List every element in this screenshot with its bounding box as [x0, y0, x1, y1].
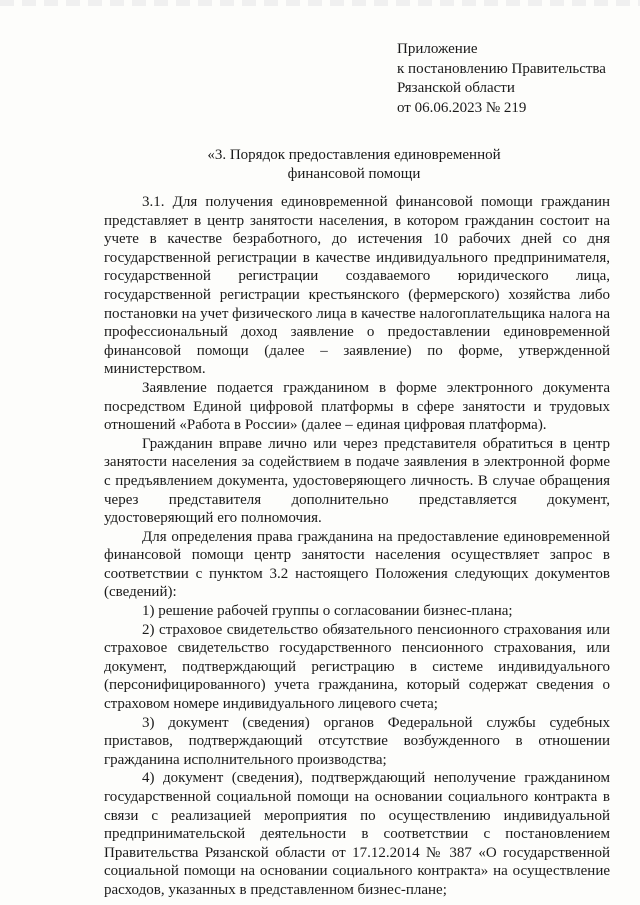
appendix-line-2: к постановлению Правительства [397, 60, 606, 77]
section-title-line-2: финансовой помощи [287, 166, 421, 182]
paragraph-documents-request: Для определения права гражданина на предоставление единовременной финансовой помощи центр занятости населения осуществляет запрос в соответствии с пунктом 3.2 настоящего Положения следующих документов (сведений): [104, 528, 610, 601]
list-item-4: 4) документ (сведения), подтверждающий неполучение гражданином государственной социальной помощи на основании социального контракта в связи с реализацией мероприятия по осуществлению индивидуальной предпринимательской деятельности в соответствии с постановлением Правительства Рязанской области от 17.12.2014 № 387 «О государственной социальной помощи на основании социального контракта» на осуществление расходов, указанных в представленном бизнес-плане; [104, 770, 610, 898]
list-item-1: 1) решение рабочей группы о согласовании бизнес-плана; [142, 603, 513, 620]
scan-artifact [0, 0, 640, 6]
paragraph-application-submission: Заявление подается гражданином в форме электронного документа посредством Единой цифровой платформы в сфере занятости и трудовых отношений «Работа в России» (далее – единая цифровая платформа). [104, 379, 610, 434]
section-title-line-1: «3. Порядок предоставления единовременной [207, 147, 501, 163]
appendix-line-3: Рязанской области [397, 80, 515, 96]
appendix-header [397, 40, 606, 118]
section-title [104, 146, 604, 184]
document-body [104, 193, 610, 900]
appendix-line-1: Приложение [397, 41, 478, 57]
list-item-2: 2) страховое свидетельство обязательного пенсионного страхования или страховое свидетельство государственного пенсионного страхования, или документ, подтверждающий регистрацию в системе индивидуального (персонифицированного) учета гражданина, который содержат сведения о страховом номере индивидуального лицевого счета; [104, 621, 610, 713]
list-item-3: 3) документ (сведения) органов Федеральной службы судебных приставов, подтверждающий отсутствие возбужденного в отношении гражданина исполнительного производства; [104, 714, 610, 768]
paragraph-representative: Гражданин вправе лично или через представителя обратиться в центр занятости населения за содействием в подаче заявления в электронной форме с предъявлением документа, удостоверяющего личность. В случае обращения через представителя дополнительно представляется документ, удостоверяющий его полномочия. [104, 435, 610, 527]
paragraph-3-1: 3.1. Для получения единовременной финансовой помощи гражданин представляет в центр занятости населения, в котором гражданин состоит на учете в качестве безработного, до истечения 10 рабочих дней со дня государственной регистрации в качестве индивидуального предпринимателя, государственной регистрации создаваемого юридического лица, государственной регистрации крестьянского (фермерского) хозяйства либо постановки на учет физического лица в качестве налогоплательщика налога на профессиональный доход заявление о предоставлении единовременной финансовой помощи (далее – заявление) по форме, утвержденной министерством. [104, 194, 610, 378]
appendix-line-4: от 06.06.2023 № 219 [397, 99, 527, 116]
